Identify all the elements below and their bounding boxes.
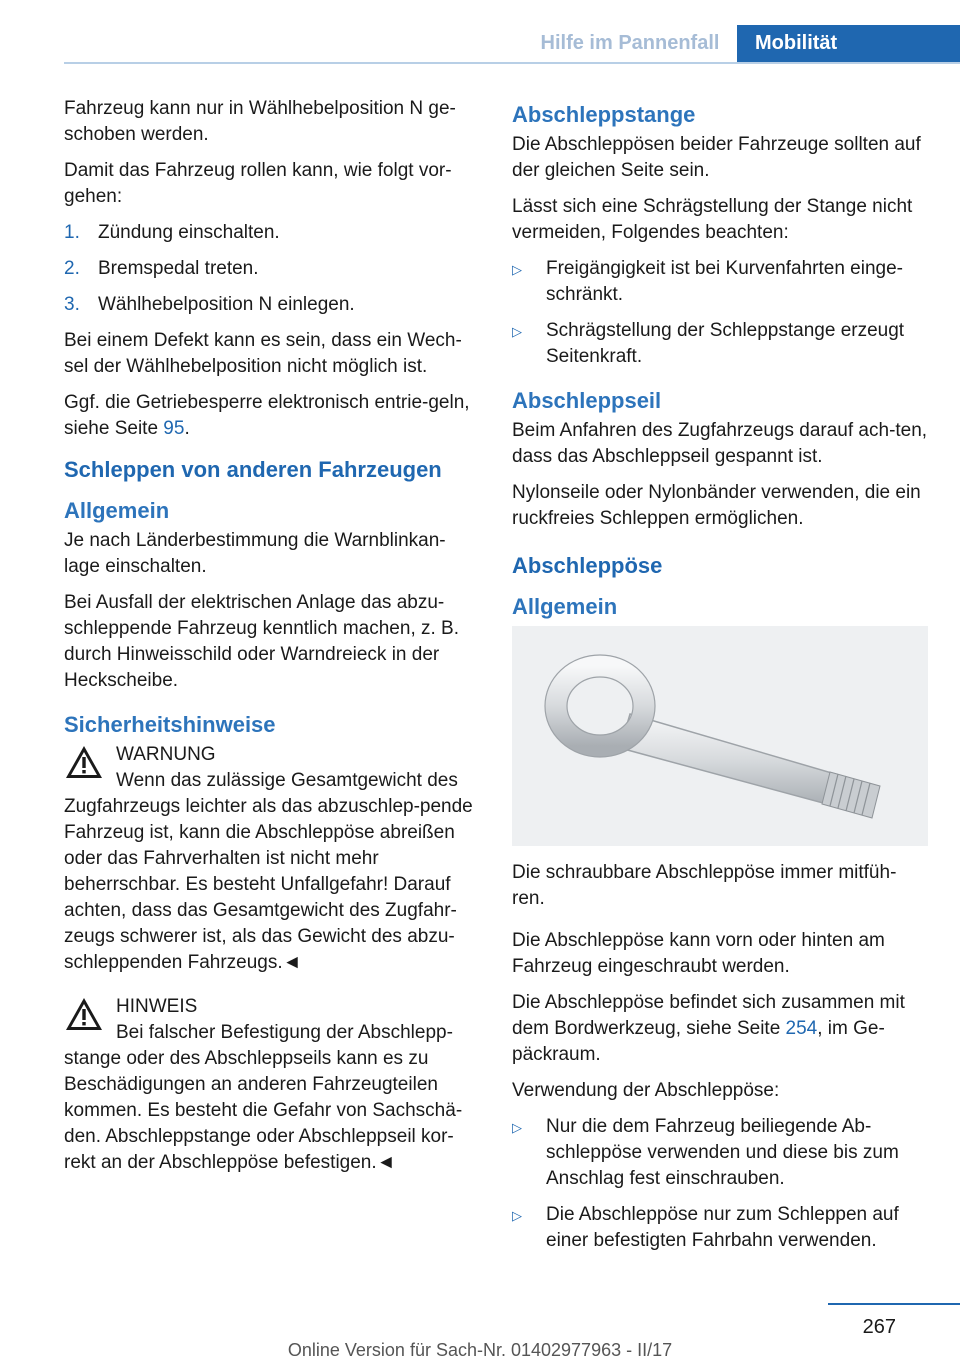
left-column [64, 96, 480, 1190]
paragraph: Die schraubbare Abschleppöse immer mitfüh-ren. [512, 862, 897, 909]
list-item [512, 318, 928, 370]
triangle-bullet-icon: ▷ [512, 262, 522, 277]
triangle-bullet-icon: ▷ [512, 1120, 522, 1135]
paragraph: Die Abschleppöse kann vorn oder hinten am Fahrzeug eingeschraubt werden. [512, 930, 885, 977]
list-text: Bremspedal treten. [98, 258, 259, 279]
list-text: Schrägstellung der Schleppstange erzeugt Seitenkraft. [546, 320, 905, 367]
list-text: Wählhebelposition N einlegen. [98, 294, 355, 315]
warning-triangle-icon [64, 996, 104, 1032]
paragraph: Beim Anfahren des Zugfahrzeugs darauf ach-ten, dass das Abschleppseil gespannt ist. [512, 420, 928, 467]
list-number: 1. [64, 222, 80, 243]
section-heading: Abschleppöse [512, 553, 663, 578]
list-item [512, 1114, 928, 1192]
section-heading: Schleppen von anderen Fahrzeugen [64, 457, 442, 482]
list-number: 3. [64, 294, 80, 315]
list-text: Zündung einschalten. [98, 222, 280, 243]
subsection-heading: Abschleppstange [512, 102, 696, 127]
list-text: Freigängigkeit ist bei Kurvenfahrten einge-schränkt. [546, 258, 903, 305]
list-item [64, 256, 480, 282]
list-item [512, 1202, 928, 1254]
paragraph: Bei Ausfall der elektrischen Anlage das abzu-schleppende Fahrzeug kenntlich machen, z. B. durch Hinweisschild oder Warndreieck in der Heckscheibe. [64, 592, 460, 691]
notice-title: HINWEIS [116, 996, 198, 1017]
notice-text: stange oder des Abschleppseils kann es zu Beschädigungen an anderen Fahrzeugteilen kommen. Es besteht die Gefahr von Sachschä-den. Abschleppstange oder Abschleppseil kor-rekt an der Abschleppöse befestigen.◄ [64, 1048, 463, 1173]
paragraph: Nylonseile oder Nylonbänder verwenden, die ein ruckfreies Schleppen ermöglichen. [512, 482, 921, 529]
list-text: Nur die dem Fahrzeug beiliegende Ab-schleppöse verwenden und diese bis zum Anschlag fest einschrauben. [546, 1116, 899, 1189]
paragraph: Je nach Länderbestimmung die Warnblinkan-lage einschalten. [64, 530, 446, 577]
triangle-bullet-icon: ▷ [512, 1208, 522, 1223]
tab-hilfe-im-pannenfall[interactable]: Hilfe im Pannenfall [540, 31, 720, 54]
online-version-footer: Online Version für Sach-Nr. 01402977963 - II/17 [287, 1340, 673, 1360]
header-rule [64, 62, 960, 64]
warning-text-first: Wenn das zulässige Gesamtgewicht des [116, 770, 458, 791]
paragraph: Verwendung der Abschleppöse: [512, 1080, 780, 1101]
warning-triangle-icon [64, 744, 104, 780]
paragraph: Die Abschleppösen beider Fahrzeuge sollten auf der gleichen Seite sein. [512, 134, 921, 181]
page-link-254[interactable]: 254 [785, 1018, 818, 1039]
tab-mobilitaet[interactable]: Mobilität [737, 25, 960, 62]
paragraph [64, 390, 480, 442]
list-item [512, 256, 928, 308]
triangle-bullet-icon: ▷ [512, 324, 522, 339]
page-link-95[interactable]: 95 [163, 418, 185, 439]
warning-title: WARNUNG [116, 744, 216, 765]
page-number: 267 [862, 1316, 896, 1338]
paragraph [512, 990, 928, 1068]
subsection-heading: Sicherheitshinweise [64, 712, 276, 737]
paragraph: Bei einem Defekt kann es sein, dass ein Wech-sel der Wählhebelposition nicht möglich ist. [64, 330, 462, 377]
right-column [512, 96, 928, 1264]
paragraph-text: Die Abschleppöse befindet sich zusammen mit dem Bordwerkzeug, siehe Seite [512, 992, 905, 1039]
footer-rule [828, 1303, 960, 1305]
tow-eye-illustration [512, 626, 928, 846]
subsection-heading: Allgemein [512, 594, 618, 619]
list-item [64, 220, 480, 246]
notice-block [64, 994, 480, 1176]
tow-eye-image [512, 626, 928, 846]
warning-block [64, 742, 480, 976]
warning-text: Zugfahrzeugs leichter als das abzuschlep-pende Fahrzeug ist, kann die Abschleppöse abreißen oder das Fahrverhalten ist nicht mehr beherrschbar. Es besteht Unfallgefahr! Darauf achten, dass das Gesamtgewicht des Zugfahr-zeugs schwerer ist, als das Gewicht des abzu-schleppenden Fahrzeugs.◄ [64, 796, 473, 973]
list-number: 2. [64, 258, 80, 279]
paragraph-end: . [184, 418, 190, 439]
paragraph-text: Ggf. die Getriebesperre elektronisch entrie-geln, siehe Seite [64, 392, 470, 439]
paragraph: Damit das Fahrzeug rollen kann, wie folgt vor-gehen: [64, 160, 452, 207]
list-text: Die Abschleppöse nur zum Schleppen auf einer befestigten Fahrbahn verwenden. [546, 1204, 899, 1251]
subsection-heading: Allgemein [64, 498, 170, 523]
subsection-heading: Abschleppseil [512, 388, 662, 413]
paragraph: Fahrzeug kann nur in Wählhebelposition N ge-schoben werden. [64, 98, 456, 145]
list-item [64, 292, 480, 318]
notice-text-first: Bei falscher Befestigung der Abschlepp- [116, 1022, 453, 1043]
paragraph-end: , im Ge-päckraum. [512, 1018, 885, 1065]
paragraph: Lässt sich eine Schrägstellung der Stange nicht vermeiden, Folgendes beachten: [512, 196, 913, 243]
